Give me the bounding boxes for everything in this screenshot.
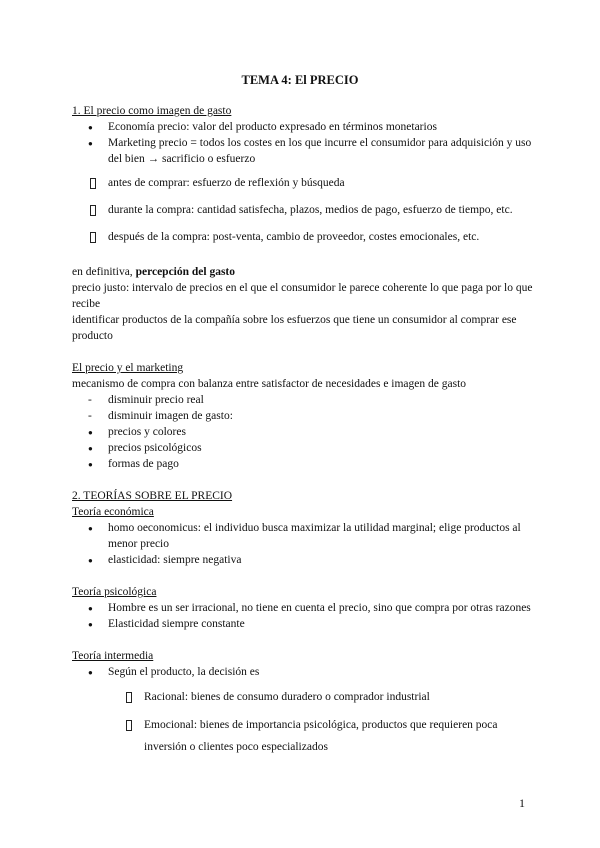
bullet-icon — [88, 440, 93, 457]
box-bullet-list — [72, 172, 534, 248]
list-item: ● elasticidad: siempre negativa — [72, 552, 534, 568]
section-heading-1: 1. El precio como imagen de gasto — [72, 105, 232, 117]
bullet-list — [72, 600, 534, 632]
bullet-icon — [88, 520, 93, 537]
paragraph: mecanismo de compra con balanza entre satisfactor de necesidades e imagen de gasto — [72, 378, 467, 390]
box-bullet-icon — [126, 714, 132, 736]
list-item: ● Marketing precio = todos los costes en los que incurre el consumidor para adquisición y uso del bien → sacrificio o esfuerzo — [72, 135, 534, 167]
list-item: ● Elasticidad siempre constante — [72, 616, 534, 632]
list-item: ● Economía precio: valor del producto expresado en términos monetarios — [72, 119, 534, 135]
list-item: Racional: bienes de consumo duradero o comprador industrial — [72, 686, 534, 708]
subsection-heading: Teoría económica — [72, 506, 154, 518]
list-item: antes de comprar: esfuerzo de reflexión y búsqueda — [72, 172, 534, 194]
dash-bullet-icon: - — [88, 394, 92, 406]
list-item: ● homo oeconomicus: el individuo busca maximizar la utilidad marginal; elige productos al menor precio — [72, 520, 534, 552]
list-item: ● precios y colores — [72, 424, 534, 440]
paragraph: identificar productos de la compañía sobre los esfuerzos que tiene un consumidor al comprar ese producto — [72, 314, 517, 342]
list-item: ● Según el producto, la decisión es — [72, 664, 534, 680]
list-item: después de la compra: post-venta, cambio de proveedor, costes emocionales, etc. — [72, 226, 534, 248]
page-title: TEMA 4: El PRECIO — [241, 73, 359, 87]
list-item: - disminuir precio real — [88, 394, 204, 406]
bullet-icon — [88, 135, 93, 152]
box-bullet-icon — [90, 226, 96, 248]
section-heading-2: 2. TEORÍAS SOBRE EL PRECIO — [72, 490, 233, 502]
list-item: - disminuir imagen de gasto: — [88, 410, 233, 422]
bullet-list — [72, 664, 534, 680]
box-bullet-list — [72, 686, 534, 758]
subsection-heading: Teoría psicológica — [72, 586, 157, 598]
list-item: ● formas de pago — [72, 456, 534, 472]
bullet-icon — [88, 424, 93, 441]
bullet-list — [72, 520, 534, 568]
conclusion-line: en definitiva, percepción del gasto — [72, 266, 236, 278]
section-heading: El precio y el marketing — [72, 362, 184, 374]
bullet-icon — [88, 616, 93, 633]
box-bullet-icon — [90, 172, 96, 194]
list-item: durante la compra: cantidad satisfecha, plazos, medios de pago, esfuerzo de tiempo, etc. — [72, 199, 534, 221]
list-item: ● Hombre es un ser irracional, no tiene en cuenta el precio, sino que compra por otras razones — [72, 600, 534, 616]
list-item: ● precios psicológicos — [72, 440, 534, 456]
box-bullet-icon — [90, 199, 96, 221]
bullet-icon — [88, 664, 93, 681]
box-bullet-icon — [126, 686, 132, 708]
dash-list — [72, 392, 534, 472]
bold-term: percepción del gasto — [135, 266, 236, 278]
list-item: Emocional: bienes de importancia psicológica, productos que requieren poca inversión o clientes poco especializados — [72, 714, 534, 758]
bullet-list — [72, 119, 534, 167]
document-body — [72, 103, 534, 758]
subsection-heading: Teoría intermedia — [72, 650, 154, 662]
paragraph: precio justo: intervalo de precios en el que el consumidor le parece coherente lo que paga por lo que recibe — [72, 282, 533, 310]
bullet-icon — [88, 552, 93, 569]
dash-bullet-icon: - — [88, 410, 92, 422]
bullet-icon — [88, 119, 93, 136]
bullet-icon — [88, 600, 93, 617]
page-number: 1 — [519, 796, 525, 810]
bullet-icon — [88, 456, 93, 473]
